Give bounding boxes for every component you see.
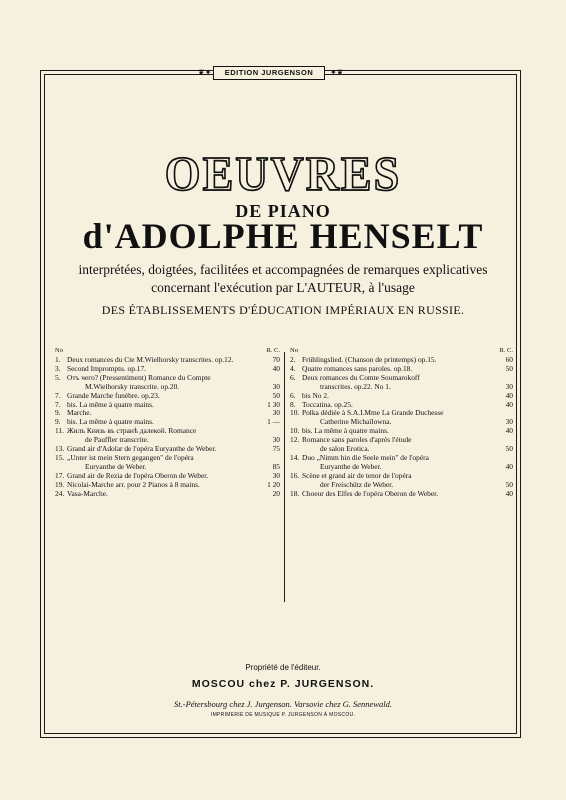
entry-number: 7. bbox=[55, 390, 61, 400]
toc-entry bbox=[290, 427, 513, 436]
entry-price: 30 bbox=[272, 381, 280, 391]
entry-title: Grand air d'Adolar de l'opéra Euryanthe de Weber. bbox=[67, 445, 217, 454]
entry-number: 4. bbox=[290, 363, 296, 373]
entry-number: 15. bbox=[55, 452, 65, 462]
toc-entry bbox=[55, 356, 280, 365]
entry-title: M.Wielhorsky transcrite. op.20. bbox=[85, 382, 180, 391]
toc-entry bbox=[290, 445, 513, 454]
entry-title: Scène et grand air de tenor de l'opéra bbox=[302, 471, 412, 480]
entry-title: Deux romances du Comte Soumarokoff bbox=[302, 373, 420, 382]
entry-number: 2. bbox=[290, 355, 296, 364]
toc-entry bbox=[55, 427, 280, 436]
entry-title: Отъ чего? (Pressentiment) Romance du Compte bbox=[67, 373, 211, 382]
toc-entry bbox=[290, 365, 513, 374]
toc-entry bbox=[55, 374, 280, 383]
description-line-1: interprétées, doigtées, facilitées et accompagnées de remarques explicatives bbox=[78, 262, 488, 277]
toc-entry bbox=[290, 392, 513, 401]
entry-price: 30 bbox=[505, 381, 513, 391]
toc-right-column bbox=[290, 347, 513, 499]
entry-price: 1 20 bbox=[267, 479, 280, 489]
title-oeuvres: OEUVRES bbox=[164, 146, 402, 201]
toc-entry bbox=[290, 418, 513, 427]
entry-price: 40 bbox=[505, 488, 513, 498]
toc-entry bbox=[55, 481, 280, 490]
entry-title: Grand air de Rezia de l'opéra Oberon de Weber. bbox=[67, 471, 209, 480]
entry-title: Choeur des Elfes de l'opéra Oberon de Weber. bbox=[302, 489, 439, 498]
entry-number: 19. bbox=[55, 479, 65, 489]
edition-badge: EDITION JURGENSON bbox=[213, 66, 325, 80]
entry-price: 30 bbox=[272, 408, 280, 418]
toc-entry bbox=[55, 454, 280, 463]
entry-title: Toccatina. op.25. bbox=[302, 400, 353, 409]
entry-price: 50 bbox=[272, 390, 280, 400]
entry-price: 70 bbox=[272, 355, 280, 364]
toc-entry bbox=[55, 392, 280, 401]
entry-price: 20 bbox=[272, 488, 280, 498]
publisher-main: MOSCOU chez P. JURGENSON. bbox=[191, 678, 375, 690]
entry-price: 50 bbox=[505, 363, 513, 373]
toc-entry bbox=[290, 472, 513, 481]
entry-title: Marche. bbox=[67, 409, 92, 418]
entry-title: Duo „Nimm hin die Seele mein" de l'opéra bbox=[302, 453, 429, 462]
entry-title: Grande Marche funèbre. op.23. bbox=[67, 391, 160, 400]
title-de-piano: DE PIANO bbox=[235, 201, 331, 221]
toc-entry bbox=[290, 374, 513, 383]
entry-price: 30 bbox=[505, 417, 513, 427]
entry-price: 50 bbox=[505, 479, 513, 489]
entry-title: Second Impromptu. op.17. bbox=[67, 364, 147, 373]
entry-number: 13. bbox=[55, 444, 65, 454]
entry-title: de Pauffler transcrite. bbox=[85, 436, 149, 445]
entry-price: 40 bbox=[505, 390, 513, 400]
entry-number: 5. bbox=[55, 372, 61, 382]
entry-price: 40 bbox=[505, 426, 513, 436]
toc-entry bbox=[55, 445, 280, 454]
entry-price: 50 bbox=[505, 444, 513, 454]
entry-price: 30 bbox=[272, 470, 280, 480]
entry-title: bis. La même à quatre mains. bbox=[302, 427, 389, 436]
entry-price: 1 — bbox=[267, 417, 280, 427]
entry-title: Euryanthe de Weber. bbox=[85, 462, 147, 471]
entry-title: Polka dédiée à S.A.I.Mme La Grande Duchesse bbox=[302, 409, 444, 418]
entry-number: 6. bbox=[290, 390, 296, 400]
entry-number: 8. bbox=[290, 399, 296, 409]
entry-price: 30 bbox=[272, 435, 280, 445]
toc-left-column bbox=[55, 347, 280, 499]
entry-title: Vasa-Marche. bbox=[67, 489, 108, 498]
toc-entry bbox=[55, 463, 280, 472]
publisher-property: Propriété de l'éditeur. bbox=[245, 663, 321, 672]
toc-header-number: No bbox=[55, 347, 63, 354]
description-line-2: concernant l'exécution par L'AUTEUR, à l'usage bbox=[151, 280, 415, 295]
toc-entry bbox=[55, 418, 280, 427]
toc-entry bbox=[55, 383, 280, 392]
toc-entry bbox=[290, 383, 513, 392]
toc-entry bbox=[290, 490, 513, 499]
entry-title: Nicolai-Marche arr. pour 2 Pianos à 8 mains. bbox=[67, 480, 200, 489]
toc-entry bbox=[290, 463, 513, 472]
toc-entry bbox=[290, 454, 513, 463]
right-ornament-icon: ✦❦ bbox=[330, 68, 344, 77]
entry-price: 85 bbox=[272, 461, 280, 471]
entry-price: 60 bbox=[505, 355, 513, 364]
printer-line: IMPRIMERIE DE MUSIQUE P. JURGENSON À MOSCOU. bbox=[210, 712, 356, 718]
entry-number: 11. bbox=[55, 426, 64, 436]
entry-price: 1 30 bbox=[267, 399, 280, 409]
entry-price: 40 bbox=[505, 399, 513, 409]
entry-title: Жилъ Князь въ странѣ далекой. Romance bbox=[67, 427, 197, 436]
entry-number: 6. bbox=[290, 372, 296, 382]
entry-title: Euryanthe de Weber. bbox=[320, 462, 382, 471]
toc-entry bbox=[290, 356, 513, 365]
toc-entry bbox=[290, 436, 513, 445]
entry-number: 12. bbox=[290, 435, 300, 445]
entry-title: „Unter ist mein Stern gegangen" de l'opéra bbox=[67, 453, 194, 462]
publisher-branches: St.-Pétersbourg chez J. Jurgenson. Varsovie chez G. Sennewald. bbox=[174, 699, 392, 709]
entry-number: 1. bbox=[55, 355, 61, 364]
entry-title: Deux romances du Cte M.Wielhorsky transcrites. op.12. bbox=[67, 356, 234, 364]
entry-number: 10. bbox=[290, 408, 300, 418]
entry-title: bis. La même à quatre mains. bbox=[67, 418, 154, 427]
entry-number: 17. bbox=[55, 470, 65, 480]
entry-number: 7. bbox=[55, 399, 61, 409]
entry-title: bis. La même à quatre mains. bbox=[67, 400, 154, 409]
toc-entry bbox=[55, 472, 280, 481]
entry-price: 40 bbox=[272, 363, 280, 373]
entry-title: bis No 2. bbox=[302, 391, 329, 400]
left-ornament-icon: ❦✦ bbox=[198, 68, 212, 77]
toc-entry bbox=[290, 481, 513, 490]
entry-number: 18. bbox=[290, 488, 300, 498]
entry-number: 24. bbox=[55, 488, 65, 498]
toc-entry bbox=[290, 409, 513, 418]
toc-entry bbox=[290, 401, 513, 410]
toc-entry bbox=[55, 409, 280, 418]
entry-number: 14. bbox=[290, 452, 300, 462]
entry-title: Romance sans paroles d'après l'étude bbox=[302, 436, 412, 445]
column-divider bbox=[284, 352, 285, 602]
entry-number: 9. bbox=[55, 408, 61, 418]
toc-header-price: R. C. bbox=[499, 347, 513, 354]
entry-title: Catherine Michaïlowna. bbox=[320, 418, 392, 427]
entry-title: Quatre romances sans paroles. op.18. bbox=[302, 364, 413, 373]
entry-number: 9. bbox=[55, 417, 61, 427]
entry-title: Frühlingslied. (Chanson de printemps) op.15. bbox=[302, 356, 437, 364]
toc-entry bbox=[55, 436, 280, 445]
toc-entry bbox=[55, 401, 280, 410]
title-composer: d'ADOLPHE HENSELT bbox=[82, 216, 484, 256]
entry-price: 75 bbox=[272, 444, 280, 454]
entry-title: transcrites. op.22. No 1. bbox=[320, 382, 391, 391]
entry-number: 3. bbox=[55, 363, 61, 373]
entry-title: de salon Erotica. bbox=[320, 445, 370, 454]
toc-header-number: No bbox=[290, 347, 298, 354]
entry-number: 16. bbox=[290, 470, 300, 480]
toc-entry bbox=[55, 365, 280, 374]
entry-number: 10. bbox=[290, 426, 300, 436]
toc-entry bbox=[55, 490, 280, 499]
toc-header-price: R. C. bbox=[266, 347, 280, 354]
entry-price: 40 bbox=[505, 461, 513, 471]
description-line-3: DES ÉTABLISSEMENTS D'ÉDUCATION IMPÉRIAUX EN RUSSIE. bbox=[101, 303, 465, 317]
entry-title: der Freischütz de Weber. bbox=[320, 480, 394, 489]
